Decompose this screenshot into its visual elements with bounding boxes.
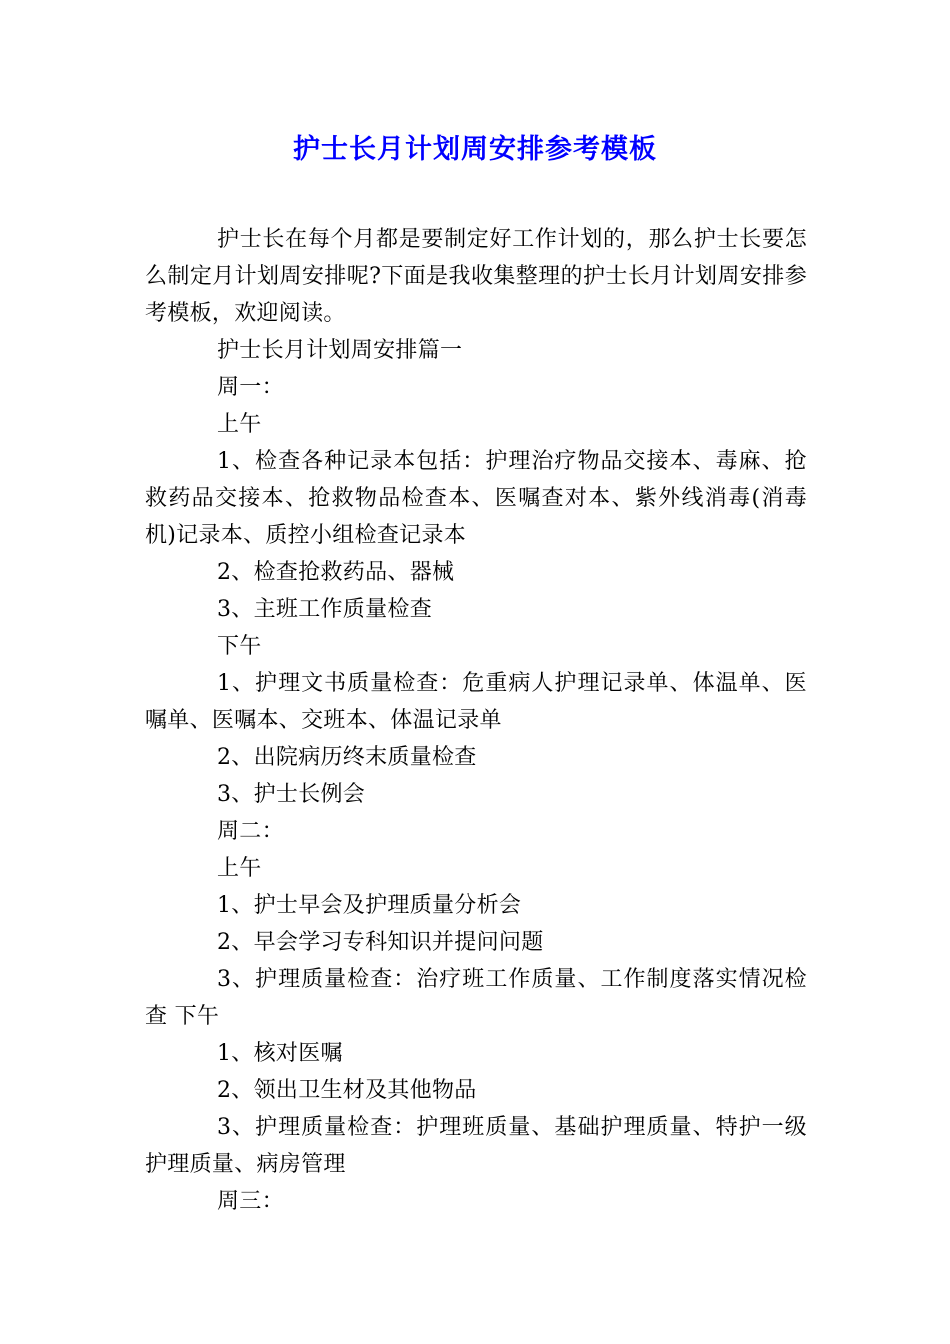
- period-morning: 上午: [217, 412, 262, 437]
- intro-paragraph: 护士长在每个月都是要制定好工作计划的，那么护士长要怎么制定月计划周安排呢?下面是我收集整理的护士长月计划周安排参考模板，欢迎阅读。: [145, 227, 807, 326]
- list-item: 1、核对医嘱: [217, 1041, 343, 1066]
- list-item: 1、护理文书质量检查：危重病人护理记录单、体温单、医嘱单、医嘱本、交班本、体温记录单: [145, 671, 807, 733]
- list-item: 3、护士长例会: [217, 782, 366, 807]
- document-body: [145, 221, 807, 1220]
- list-item: 3、护理质量检查：治疗班工作质量、工作制度落实情况检查 下午: [145, 967, 807, 1029]
- list-item: 3、主班工作质量检查: [217, 597, 432, 622]
- list-item: 3、护理质量检查：护理班质量、基础护理质量、特护一级护理质量、病房管理: [145, 1115, 807, 1177]
- document-title: 护士长月计划周安排参考模板: [293, 134, 657, 165]
- list-item: 1、护士早会及护理质量分析会: [217, 893, 522, 918]
- day-heading-monday: 周一：: [217, 375, 284, 400]
- day-heading-wednesday: 周三：: [217, 1189, 284, 1214]
- list-item: 2、出院病历终末质量检查: [217, 745, 477, 770]
- period-morning: 上午: [217, 856, 262, 881]
- list-item: 2、检查抢救药品、器械: [217, 560, 455, 585]
- list-item: 1、检查各种记录本包括：护理治疗物品交接本、毒麻、抢救药品交接本、抢救物品检查本、医嘱查对本、紫外线消毒(消毒机)记录本、质控小组检查记录本: [145, 449, 807, 548]
- list-item: 2、早会学习专科知识并提问问题: [217, 930, 544, 955]
- list-item: 2、领出卫生材及其他物品: [217, 1078, 477, 1103]
- section-heading: 护士长月计划周安排篇一: [217, 338, 463, 363]
- day-heading-tuesday: 周二：: [217, 819, 284, 844]
- period-afternoon: 下午: [217, 634, 262, 659]
